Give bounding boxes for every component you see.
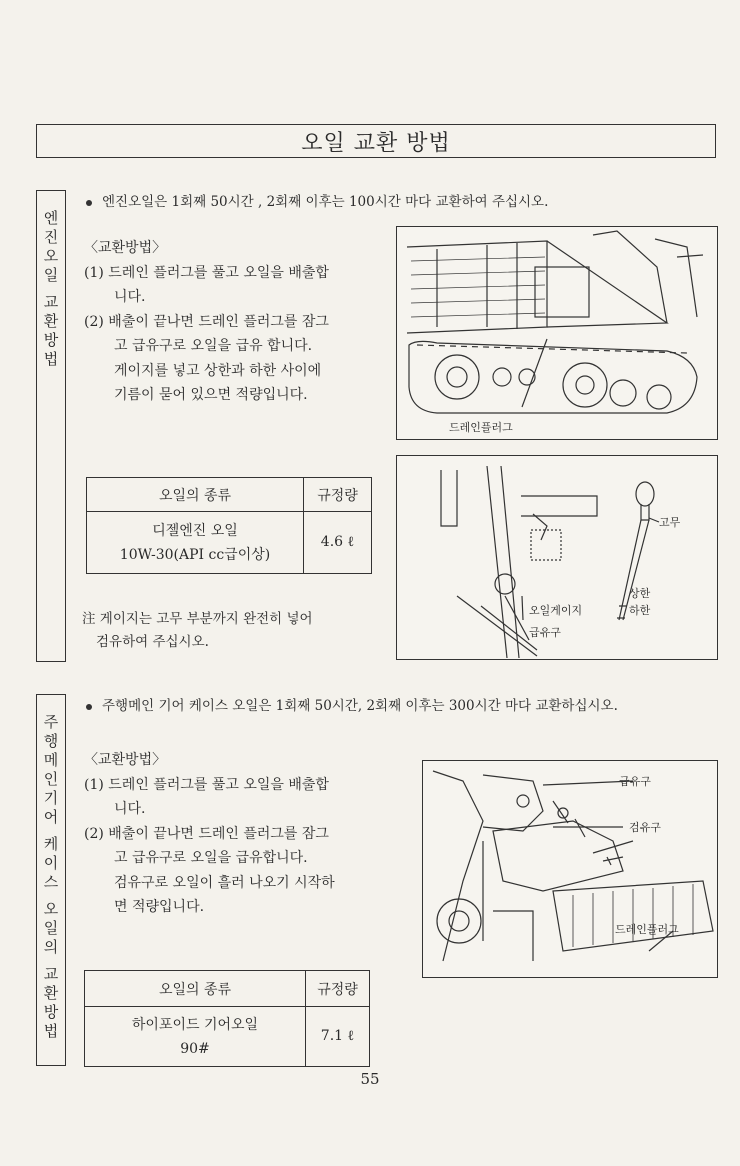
oil-grade: 90# (180, 1040, 210, 1057)
procedure-heading: 〈교환방법〉 (84, 240, 167, 256)
side-title-char: 방 (43, 331, 59, 349)
step-line: 면 적량입니다. (114, 899, 205, 915)
step-line: 고 급유구로 오일을 급유합니다. (114, 850, 308, 866)
engine-interval-text: 엔진오일은 1회째 50시간 , 2회째 이후는 100시간 마다 교환하여 주십시오. (102, 194, 549, 210)
table-header-type: 오일의 종류 (85, 971, 306, 1007)
side-title-char: 진 (43, 228, 59, 246)
side-title-char: 일 (43, 266, 59, 284)
side-title-char: 교 (43, 965, 59, 983)
oil-gauge-figure (396, 455, 718, 660)
step-line: (2) 배출이 끝나면 드레인 플러그를 잠그 (84, 313, 329, 330)
gear-interval-bullet (86, 694, 618, 714)
engine-procedure (84, 236, 384, 408)
side-title-char (49, 957, 54, 965)
side-title-char: 스 (43, 873, 59, 891)
upper-limit-label: 상한 (629, 587, 651, 600)
side-title-char: 어 (43, 808, 59, 826)
side-title-char: 엔 (43, 209, 59, 227)
bullet-dot (86, 200, 92, 206)
oil-amount: 4.6 ℓ (304, 512, 372, 574)
engine-oil-table (86, 477, 372, 574)
side-title-char: 교 (43, 293, 59, 311)
gear-drain-label: 드레인플러그 (615, 923, 679, 936)
side-title-char: 방 (43, 1003, 59, 1021)
table-header-amount: 규정량 (306, 971, 370, 1007)
table-header-amount: 규정량 (304, 478, 372, 512)
step-line: 게이지를 넣고 상한과 하한 사이에 (114, 362, 322, 379)
filler-port-label: 급유구 (529, 626, 561, 639)
oil-type-cell (87, 512, 304, 574)
dipstick-illustration (397, 456, 716, 658)
page-number: 55 (360, 1070, 380, 1088)
side-title-char (49, 827, 54, 835)
oil-amount: 7.1 ℓ (306, 1007, 370, 1067)
oil-name: 하이포이드 기어오일 (131, 1016, 259, 1033)
engine-section-side-title (36, 190, 66, 662)
side-title-char: 환 (43, 984, 59, 1002)
engine-note (82, 608, 313, 654)
gear-procedure (84, 748, 384, 920)
procedure-heading: 〈교환방법〉 (84, 752, 167, 768)
note-line: 검유하여 주십시오. (96, 634, 209, 650)
side-title-char: 행 (43, 732, 59, 750)
step-line: 고 급유구로 오일을 급유 합니다. (114, 338, 313, 354)
side-title-char (49, 285, 54, 293)
side-title-char: 메 (43, 751, 59, 769)
gear-section-side-title (36, 694, 66, 1066)
engine-interval-bullet (86, 190, 548, 210)
gear-case-illustration (423, 761, 716, 976)
oil-grade: 10W-30(API cc급이상) (119, 546, 271, 563)
oil-gauge-label: 오일게이지 (529, 604, 583, 617)
page-title-text: 오일 교환 방법 (301, 130, 451, 156)
side-title-char: 오 (43, 247, 59, 265)
gear-filler-label: 급유구 (619, 775, 651, 788)
step-line: (2) 배출이 끝나면 드레인 플러그를 잠그 (84, 825, 329, 842)
lower-limit-label: 하한 (629, 604, 651, 617)
side-title-char: 법 (43, 350, 59, 368)
note-line: 注 게이지는 고무 부분까지 완전히 넣어 (82, 611, 313, 627)
side-title-char (49, 892, 54, 900)
gear-check-label: 검유구 (629, 821, 661, 834)
oil-name: 디젤엔진 오일 (152, 522, 238, 539)
engine-drain-figure (396, 226, 718, 440)
crawler-side-illustration (397, 227, 716, 438)
side-title-char: 이 (43, 854, 59, 872)
side-title-char: 환 (43, 312, 59, 330)
rubber-label: 고무 (659, 516, 681, 529)
side-title-char: 법 (43, 1022, 59, 1040)
gear-interval-text: 주행메인 기어 케이스 오일은 1회째 50시간, 2회째 이후는 300시간 마다 교환하십시오. (102, 698, 618, 714)
step-line: 기름이 묻어 있으면 적량입니다. (114, 387, 308, 403)
step-line: (1) 드레인 플러그를 풀고 오일을 배출합 (84, 776, 329, 793)
side-title-char: 주 (43, 713, 59, 731)
table-header-type: 오일의 종류 (87, 478, 304, 512)
step-line: 니다. (114, 801, 146, 817)
step-line: 니다. (114, 289, 146, 305)
gear-case-figure (422, 760, 718, 978)
step-line: (1) 드레인 플러그를 풀고 오일을 배출합 (84, 264, 329, 281)
side-title-char: 의 (43, 938, 59, 956)
side-title-char: 일 (43, 919, 59, 937)
bullet-dot (86, 704, 92, 710)
drain-plug-label: 드레인플러그 (449, 421, 513, 434)
gear-oil-table (84, 970, 370, 1067)
step-line: 검유구로 오일이 흘러 나오기 시작하 (114, 874, 335, 891)
oil-type-cell (85, 1007, 306, 1067)
side-title-char: 인 (43, 770, 59, 788)
side-title-char: 오 (43, 900, 59, 918)
side-title-char: 기 (43, 789, 59, 807)
side-title-char: 케 (43, 835, 59, 853)
page-title (36, 124, 716, 158)
